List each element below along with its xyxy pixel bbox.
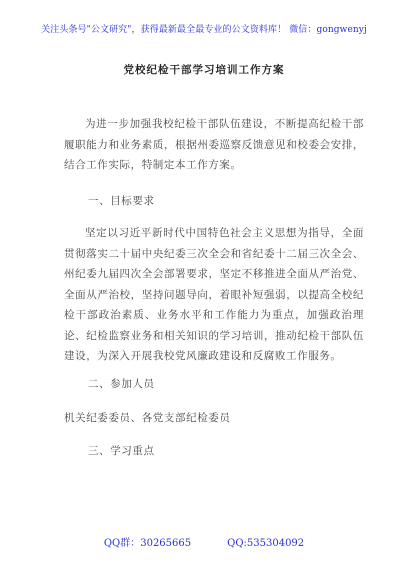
qq-group-text: QQ群：30265665 (103, 538, 192, 549)
section-heading-participants: 二、参加人员 (88, 378, 155, 390)
header-banner: 关注头条号"公文研究"，获得最新最全最专业的公文资料库！ 微信：gongwenyj (41, 25, 367, 35)
qq-number-text: QQ:535304092 (227, 538, 305, 549)
document-title: 党校纪检干部学习培训工作方案 (123, 64, 285, 76)
section-heading-study-focus: 三、学习重点 (88, 445, 155, 457)
participants-paragraph: 机关纪委委员、各党支部纪检委员 (64, 412, 231, 424)
section-heading-objectives: 一、目标要求 (88, 195, 155, 207)
objectives-paragraph: 坚定以习近平新时代中国特色社会主义思想为指导，全面贯彻落实二十届中央纪委三次全会和省纪委十二届三次全会、州纪委九届四次全会部署要求，坚定不移推进全面从严治党、全面从严治校，坚持问题导向，着眼补短强弱，以提高全校纪检干部政治素质、业务水平和工作能力为重点，加强政治理论、纪检监察业务和相关知识的学习培训，推动纪检干部队伍建设，为深入开展我校党风廉政建设和反腐败工作服务。 (64, 227, 364, 362)
intro-paragraph: 为进一步加强我校纪检干部队伍建设，不断提高纪检干部履职能力和业务素质，根据州委巡察反馈意见和校委会安排，结合工作实际，特制定本工作方案。 (64, 118, 364, 171)
footer-contact (0, 534, 408, 549)
